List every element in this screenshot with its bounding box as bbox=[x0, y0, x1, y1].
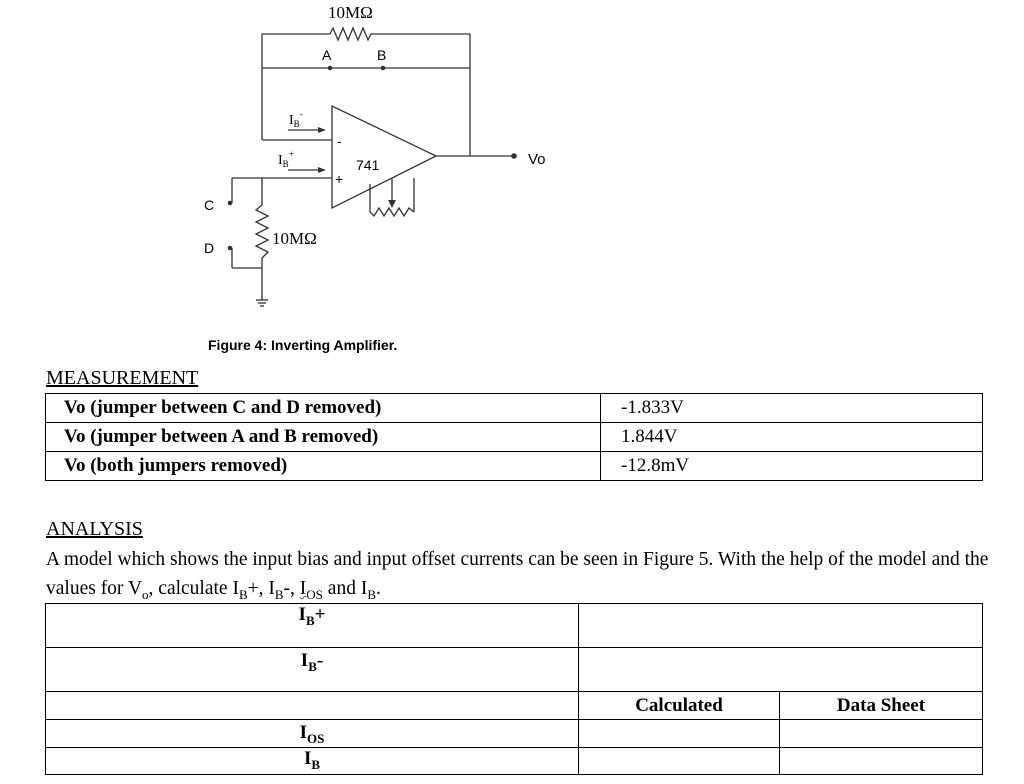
figure-caption: Figure 4: Inverting Amplifier. bbox=[208, 337, 398, 353]
minus-input-label: - bbox=[337, 133, 342, 149]
datasheet-header: Data Sheet bbox=[780, 692, 983, 720]
node-b-label: B bbox=[377, 47, 387, 63]
measurement-value: -1.833V bbox=[601, 394, 983, 423]
table-row bbox=[46, 394, 983, 423]
table-row bbox=[46, 452, 983, 481]
top-resistor bbox=[262, 28, 470, 40]
measurement-value: 1.844V bbox=[601, 423, 983, 452]
measurement-table bbox=[45, 393, 983, 481]
ios-datasheet-cell[interactable] bbox=[780, 720, 983, 748]
measurement-label: Vo (both jumpers removed) bbox=[46, 452, 601, 481]
node-c-label: C bbox=[204, 197, 215, 213]
measurement-heading: MEASUREMENT bbox=[46, 367, 199, 389]
ib-minus-answer-cell[interactable] bbox=[579, 648, 983, 692]
bottom-resistor-label: 10MΩ bbox=[272, 229, 317, 248]
analysis-table bbox=[45, 603, 983, 775]
ib-plus-label: $I_B^+$ bbox=[278, 149, 294, 169]
analysis-heading: ANALYSIS bbox=[46, 518, 143, 540]
blank-cell bbox=[46, 692, 579, 720]
measurement-label: Vo (jumper between A and B removed) bbox=[46, 423, 601, 452]
ios-cell: $I_{OS}$ bbox=[46, 720, 579, 748]
table-row bbox=[46, 604, 983, 648]
output-label: Vo bbox=[528, 151, 546, 168]
top-resistor-label: 10MΩ bbox=[328, 3, 373, 22]
ib-cell: $I_B$ bbox=[46, 748, 579, 775]
measurement-value: -12.8mV bbox=[601, 452, 983, 481]
measurement-label: Vo (jumper between C and D removed) bbox=[46, 394, 601, 423]
ib-datasheet-cell[interactable] bbox=[780, 748, 983, 775]
table-row bbox=[46, 648, 983, 692]
node-a-label: A bbox=[322, 47, 332, 63]
ios-calculated-cell[interactable] bbox=[579, 720, 780, 748]
analysis-paragraph: A model which shows the input bias and input offset currents can be seen in Figure 5. With the help of the model and the values for $V_o$, calculate $I_B+$, $I_B-$, $I_{OS}$ and $I_B$. bbox=[46, 549, 989, 602]
ib-minus-label: $I_B^-$ bbox=[289, 109, 303, 129]
node-d-label: D bbox=[204, 240, 215, 256]
ib-minus-cell: $I_B-$ bbox=[46, 648, 579, 692]
circuit-figure bbox=[122, 0, 570, 322]
calculated-header: Calculated bbox=[579, 692, 780, 720]
ios-term: $I_{OS}$ bbox=[299, 578, 323, 602]
opamp-label: 741 bbox=[356, 157, 380, 173]
table-row bbox=[46, 692, 983, 720]
table-row bbox=[46, 748, 983, 775]
bottom-resistor bbox=[256, 205, 268, 300]
ib-calculated-cell[interactable] bbox=[579, 748, 780, 775]
ib-plus-cell: $I_B+$ bbox=[46, 604, 579, 648]
ib-plus-answer-cell[interactable] bbox=[579, 604, 983, 648]
plus-input-label: + bbox=[335, 171, 344, 187]
table-row bbox=[46, 720, 983, 748]
opamp-triangle bbox=[332, 106, 436, 208]
table-row bbox=[46, 423, 983, 452]
